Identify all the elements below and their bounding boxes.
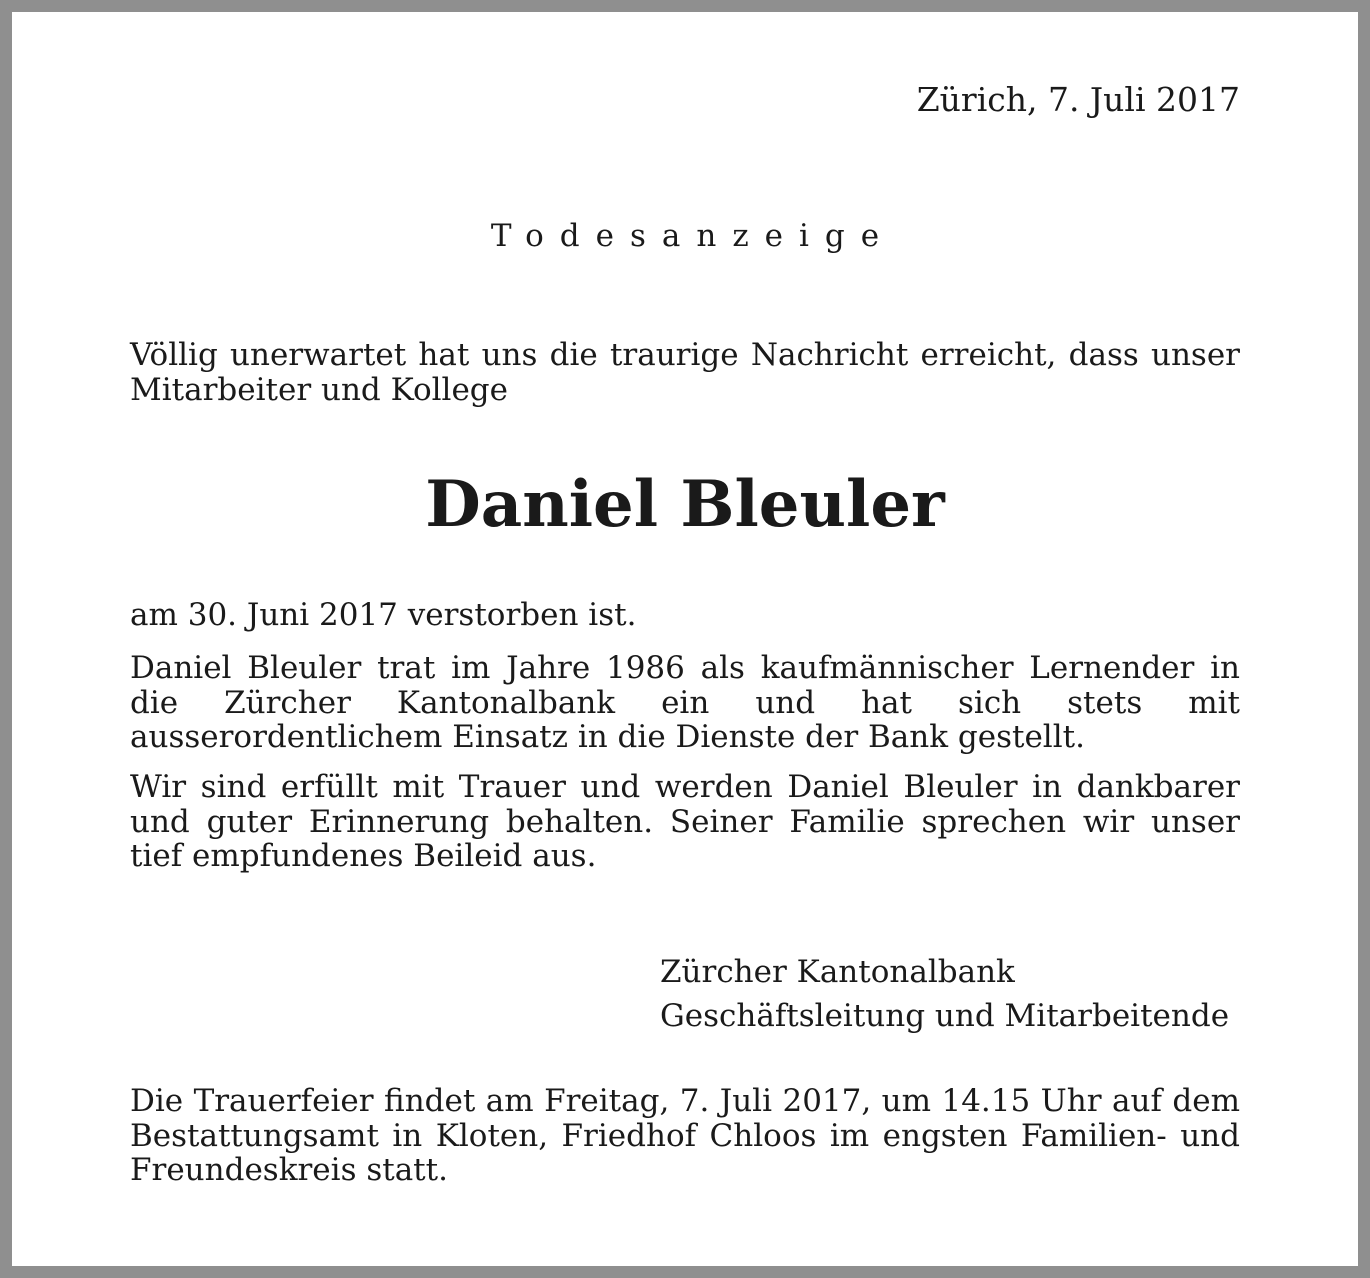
- deceased-name: Daniel Bleuler: [425, 467, 945, 542]
- death-notice: [12, 12, 1358, 1266]
- signature-organization: Zürcher Kantonalbank: [660, 954, 1015, 990]
- signature-block: [660, 950, 1229, 1038]
- condolence-paragraph: Wir sind erfüllt mit Trauer und werden Daniel Bleuler in dankbarer und guter Erinnerung behalten. Seiner Familie sprechen wir unser tief empfundenes Beileid aus.: [130, 769, 1240, 874]
- intro-paragraph: Völlig unerwartet hat uns die traurige Nachricht erreicht, dass unser Mitarbeiter und Kollege: [130, 337, 1240, 408]
- funeral-paragraph: Die Trauerfeier findet am Freitag, 7. Juli 2017, um 14.15 Uhr auf dem Bestattungsamt in Kloten, Friedhof Chloos im engsten Familien- und Freundeskreis statt.: [130, 1083, 1240, 1188]
- career-paragraph: Daniel Bleuler trat im Jahre 1986 als kaufmännischer Lernender in die Zürcher Kantonalbank ein und hat sich stets mit ausserordentlichem Einsatz in die Dienste der Bank gestellt.: [130, 650, 1240, 755]
- death-date-paragraph: am 30. Juni 2017 verstorben ist.: [130, 597, 637, 633]
- notice-heading: Todesanzeige: [490, 218, 896, 254]
- place-date: Zürich, 7. Juli 2017: [916, 80, 1240, 119]
- signature-group: Geschäftsleitung und Mitarbeitende: [660, 998, 1230, 1034]
